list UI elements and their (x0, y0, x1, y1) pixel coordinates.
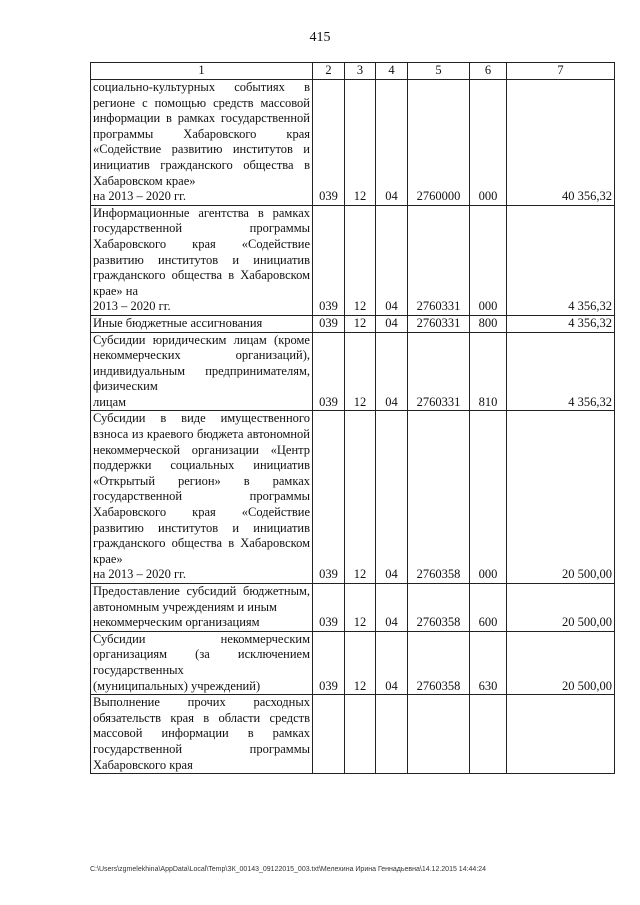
row-amount: 4 356,32 (507, 332, 615, 411)
row-target-article: 2760358 (408, 631, 470, 694)
table-row (91, 80, 615, 206)
row-expense-type: 810 (470, 332, 507, 411)
header-col-3: 3 (345, 63, 376, 80)
header-row (91, 63, 615, 80)
row-expense-type: 000 (470, 80, 507, 206)
row-section-code (345, 695, 376, 774)
row-amount (507, 695, 615, 774)
row-section-code: 12 (345, 332, 376, 411)
row-amount: 20 500,00 (507, 631, 615, 694)
row-description-text: Субсидии в виде имущественного взноса из краевого бюджета автономной некоммерческой организации «Центр поддержки социальных инициатив «Открытый регион» в рамках государственной программы Хабаровского края «Содействие развитию институтов и инициатив гражданского общества в Хабаровском крае» (93, 411, 310, 566)
row-section-code: 12 (345, 205, 376, 315)
row-amount: 20 500,00 (507, 411, 615, 584)
row-target-article: 2760331 (408, 315, 470, 332)
row-description-last-line: 2013 – 2020 гг. (93, 299, 171, 314)
row-subsection-code: 04 (376, 332, 408, 411)
table-row (91, 411, 615, 584)
row-description (91, 315, 313, 332)
row-subsection-code: 04 (376, 584, 408, 632)
row-subsection-code: 04 (376, 205, 408, 315)
row-section-code: 12 (345, 631, 376, 694)
row-description-last-line: некоммерческим организациям (93, 615, 260, 630)
row-description (91, 332, 313, 411)
row-expense-type: 000 (470, 411, 507, 584)
header-col-4: 4 (376, 63, 408, 80)
row-amount: 4 356,32 (507, 315, 615, 332)
row-admin-code: 039 (313, 332, 345, 411)
row-section-code: 12 (345, 411, 376, 584)
header-col-6: 6 (470, 63, 507, 80)
footer-file-path: C:\Users\zgmelekhina\AppData\Local\Temp\ЗК_00143_09122015_003.txt\Мелехина Ирина Геннадьевна\14.12.2015 14:44:24 (90, 866, 487, 873)
row-target-article: 2760358 (408, 584, 470, 632)
row-admin-code: 039 (313, 411, 345, 584)
header-col-7: 7 (507, 63, 615, 80)
row-admin-code: 039 (313, 584, 345, 632)
row-description-text: Субсидии некоммерческим организациям (за исключением государственных (93, 631, 310, 677)
row-subsection-code: 04 (376, 411, 408, 584)
row-subsection-code: 04 (376, 315, 408, 332)
table-row (91, 205, 615, 315)
row-amount: 4 356,32 (507, 205, 615, 315)
row-description-last-line: Иные бюджетные ассигнования (93, 315, 263, 330)
row-expense-type (470, 695, 507, 774)
row-description-text: социально-культурных событиях в регионе с помощью средств массовой информации в рамках государственной программы Хабаровского края «Содействие развитию институтов и инициатив гражданского общества в Хабаровском крае» (93, 80, 310, 188)
row-description (91, 80, 313, 206)
row-target-article: 2760331 (408, 332, 470, 411)
row-description-text: Предоставление субсидий бюджетным, автономным учреждениям и иным (93, 584, 310, 614)
row-description-last-line: лицам (93, 394, 127, 409)
row-target-article: 2760000 (408, 80, 470, 206)
table-row (91, 631, 615, 694)
table-row (91, 315, 615, 332)
row-expense-type: 630 (470, 631, 507, 694)
table-row (91, 332, 615, 411)
page-number: 415 (309, 30, 331, 45)
row-description (91, 695, 313, 774)
row-target-article: 2760331 (408, 205, 470, 315)
row-description (91, 584, 313, 632)
row-admin-code: 039 (313, 80, 345, 206)
row-subsection-code: 04 (376, 631, 408, 694)
row-subsection-code: 04 (376, 80, 408, 206)
row-subsection-code (376, 695, 408, 774)
row-description-last-line: (муниципальных) учреждений) (93, 678, 261, 693)
row-admin-code: 039 (313, 631, 345, 694)
header-col-5: 5 (408, 63, 470, 80)
row-admin-code: 039 (313, 315, 345, 332)
table-row (91, 584, 615, 632)
row-expense-type: 000 (470, 205, 507, 315)
row-section-code: 12 (345, 80, 376, 206)
row-description (91, 411, 313, 584)
row-admin-code: 039 (313, 205, 345, 315)
row-description-last-line: на 2013 – 2020 гг. (93, 189, 186, 204)
row-amount: 40 356,32 (507, 80, 615, 206)
row-expense-type: 600 (470, 584, 507, 632)
row-target-article (408, 695, 470, 774)
row-section-code: 12 (345, 315, 376, 332)
row-description-text: Выполнение прочих расходных обязательств края в области средств массовой информации в рамках государственной программы Хабаровского края (93, 695, 310, 772)
header-col-1: 1 (91, 63, 313, 80)
header-col-2: 2 (313, 63, 345, 80)
row-description-last-line: на 2013 – 2020 гг. (93, 567, 186, 582)
row-description (91, 205, 313, 315)
row-amount: 20 500,00 (507, 584, 615, 632)
row-description (91, 631, 313, 694)
row-target-article: 2760358 (408, 411, 470, 584)
budget-table (90, 62, 615, 774)
row-section-code: 12 (345, 584, 376, 632)
row-description-text: Субсидии юридическим лицам (кроме некоммерческих организаций), индивидуальным предпринимателям, физическим (93, 332, 310, 394)
row-expense-type: 800 (470, 315, 507, 332)
row-description-text: Информационные агентства в рамках государственной программы Хабаровского края «Содействие развитию институтов и инициатив гражданского общества в Хабаровском крае» на (93, 205, 310, 298)
row-admin-code (313, 695, 345, 774)
table-row (91, 695, 615, 774)
